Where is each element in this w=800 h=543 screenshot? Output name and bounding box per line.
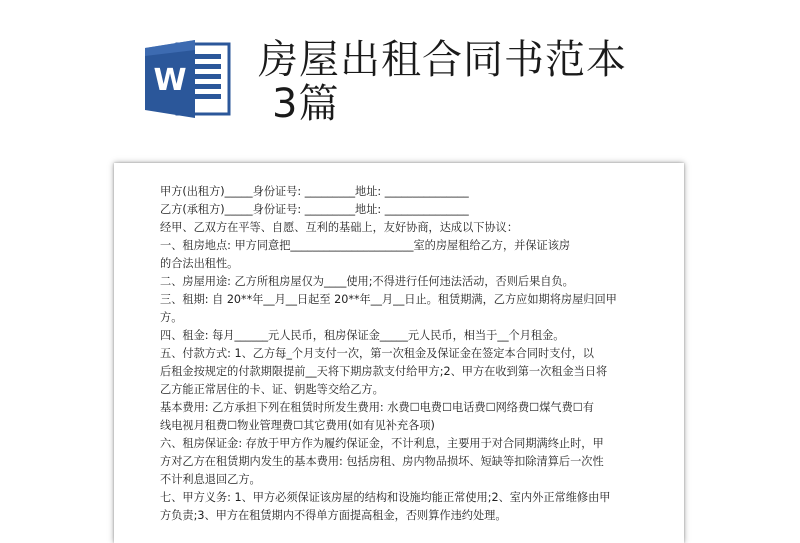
document-line: 四、租金: 每月______元人民币，租房保证金_____元人民币，相当于__个月租金。 [160,329,565,342]
document-line: 线电视月租费☐物业管理费☐其它费用(如有见补充各项) [160,419,435,432]
document-line: 不计利息退回乙方。 [160,473,261,486]
document-line: 方。 [160,311,183,324]
document-line: 后租金按规定的付款期限提前__天将下期房款支付给甲方;2、甲方在收到第一次租金当日将 [160,365,608,378]
document-line: 甲方(出租方)_____身份证号: _________地址: _______________ [160,185,469,198]
word-document-icon [143,38,235,120]
document-line: 乙方(承租方)_____身份证号: _________地址: _______________ [160,203,469,216]
page-title [258,38,778,126]
word-icon-letter: W [153,63,187,98]
document-line: 一、租房地点: 甲方同意把______________________室的房屋租给乙方，并保证该房 [160,239,571,252]
document-line: 的合法出租性。 [160,257,239,270]
document-line: 方对乙方在租赁期内发生的基本费用: 包括房租、房内物品损坏、短缺等扣除清算后一次性 [160,455,604,468]
document-line: 二、房屋用途: 乙方所租房屋仅为____使用;不得进行任何违法活动，否则后果自负。 [160,275,574,288]
document-line: 六、租房保证金: 存放于甲方作为履约保证金，不计利息，主要用于对合同期满终止时，甲 [160,437,604,450]
document-line: 五、付款方式: 1、乙方每_个月支付一次，第一次租金及保证金在签定本合同时支付，以 [160,347,594,360]
document-line: 经甲、乙双方在平等、自愿、互利的基础上，友好协商，达成以下协议： [160,221,519,234]
document-line: 乙方能正常居住的卡、证、钥匙等交给乙方。 [160,383,384,396]
document-page-preview [114,163,684,543]
header-banner [0,0,800,160]
document-line: 方负责;3、甲方在租赁期内不得单方面提高租金，否则算作违约处理。 [160,509,507,522]
document-line: 基本费用: 乙方承担下列在租赁时所发生费用: 水费☐电费☐电话费☐网络费☐煤气费☐有 [160,401,594,414]
document-line: 三、租期: 自 20**年__月__日起至 20**年__月__日止。租赁期满，乙方应如期将房屋归回甲 [160,293,617,306]
document-line: 七、甲方义务: 1、甲方必须保证该房屋的结构和设施均能正常使用;2、室内外正常维修由甲 [160,491,611,504]
title-line-1: 房屋出租合同书范本 [258,37,627,83]
document-body [160,183,660,525]
title-line-2: 3篇 [272,81,340,127]
